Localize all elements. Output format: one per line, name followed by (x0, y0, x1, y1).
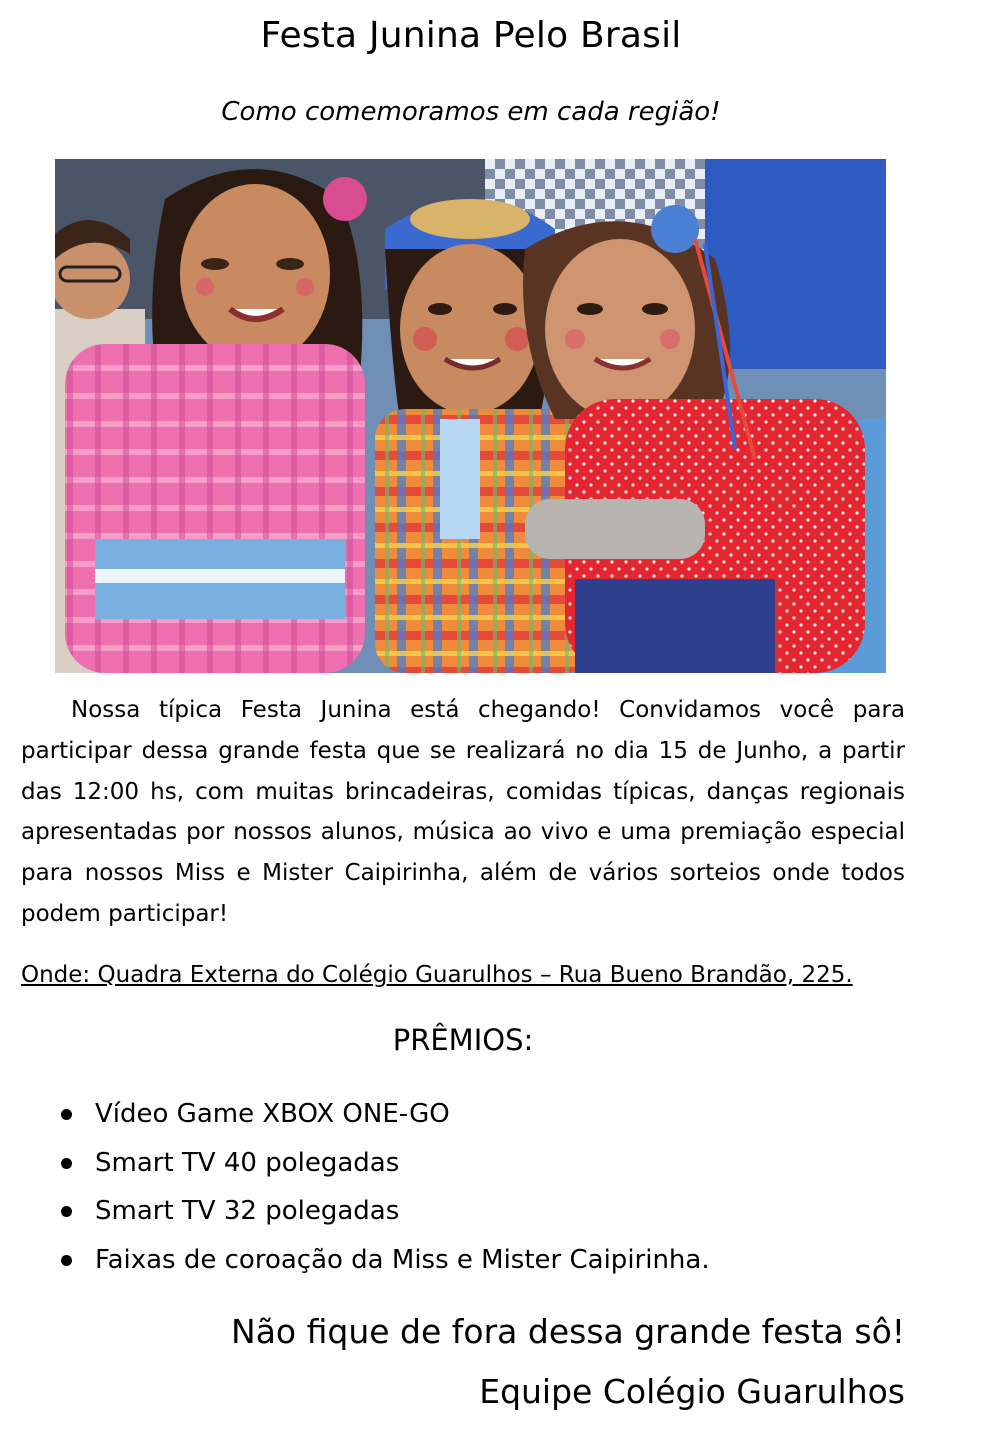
prize-label: Smart TV 32 polegadas (95, 1196, 400, 1226)
invitation-paragraph (21, 690, 905, 935)
prizes-heading: PRÊMIOS: (392, 1023, 534, 1057)
page-subtitle: Como comemoramos em cada região! (221, 97, 721, 127)
page-title: Festa Junina Pelo Brasil (260, 15, 682, 56)
list-item (0, 1090, 710, 1139)
list-item (0, 1187, 710, 1236)
prize-list (0, 1090, 710, 1284)
prize-label: Smart TV 40 polegadas (95, 1147, 400, 1178)
bullet-icon (61, 1158, 72, 1169)
list-item (0, 1236, 710, 1285)
closing-line: Não fique de fora dessa grande festa sô! (231, 1312, 905, 1351)
prize-label: Vídeo Game XBOX ONE-GO (95, 1099, 450, 1129)
prize-label: Faixas de coroação da Miss e Mister Caipirinha. (95, 1244, 710, 1275)
bullet-icon (61, 1109, 72, 1120)
signature-line: Equipe Colégio Guarulhos (479, 1372, 905, 1411)
invitation-text: Nossa típica Festa Junina está chegando! Convidamos você para participar dessa grande festa que se realizará no dia 15 de Junho, a partir das 12:00 hs, com muitas brincadeiras, comidas típicas, danças regionais apresentadas por nossos alunos, música ao vivo e uma premiação especial para nossos Miss e Mister Caipirinha, além de vários sorteios onde todos podem participar! (21, 697, 905, 927)
bullet-icon (61, 1206, 72, 1217)
location-line: Onde: Quadra Externa do Colégio Guarulhos – Rua Bueno Brandão, 225. (21, 962, 853, 988)
list-item (0, 1139, 710, 1188)
festa-photo (55, 159, 886, 673)
bullet-icon (61, 1255, 72, 1266)
